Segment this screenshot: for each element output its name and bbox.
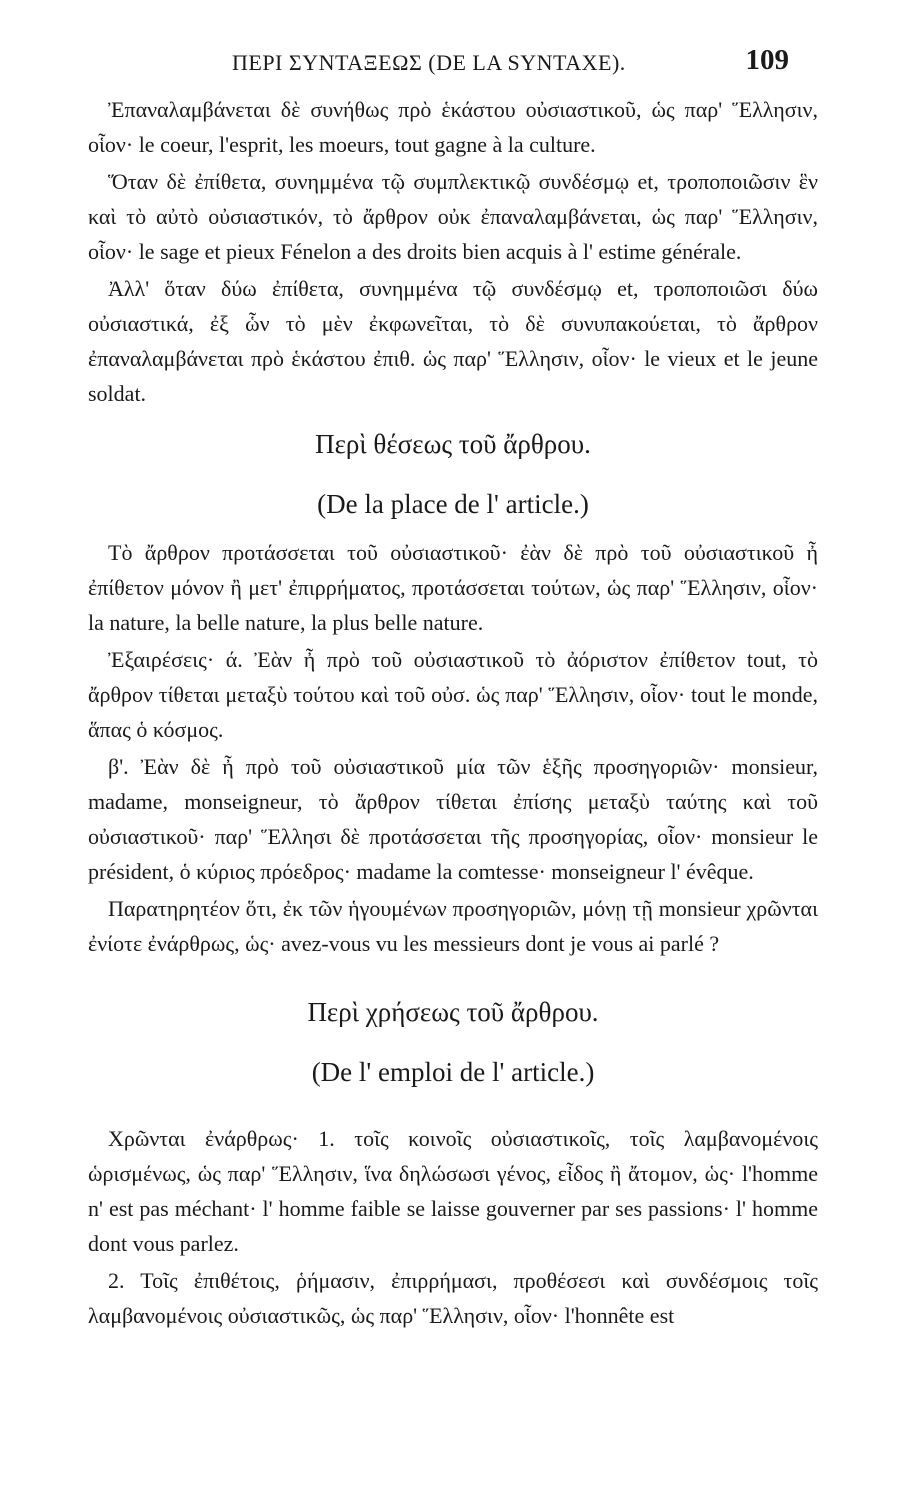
paragraph: Παρατηρητέον ὅτι, ἐκ τῶν ἡγουμένων προσηγοριῶν, μόνῃ τῇ monsieur χρῶνται ἐνίοτε ἐνάρθρως, ὡς· avez-vous vu les messieurs dont je vous ai parlé ?: [88, 896, 818, 956]
paragraph: β'. Ἐὰν δὲ ἦ πρὸ τοῦ οὐσιαστικοῦ μία τῶν ἑξῆς προσηγοριῶν· monsieur, madame, monseigneur, τὸ ἄρθρον τίθεται ἐπίσης μεταξὺ ταύτης καὶ τοῦ οὐσιαστικοῦ· παρ' Ἕλλησι δὲ προτάσσεται τῆς προσηγορίας, οἷον· monsieur le président, ὁ κύριος πρόεδρος· madame la comtesse· monseigneur l' évêque.: [88, 754, 818, 884]
paragraph: Ἐξαιρέσεις· ά. Ἐὰν ἦ πρὸ τοῦ οὐσιαστικοῦ τὸ ἀόριστον ἐπίθετον tout, τὸ ἄρθρον τίθεται μεταξὺ τούτου καὶ τοῦ οὐσ. ὡς παρ' Ἕλλησιν, οἷον· tout le monde, ἅπας ὁ κόσμος.: [88, 647, 818, 742]
paragraph: Ἀλλ' ὅταν δύω ἐπίθετα, συνημμένα τῷ συνδέσμῳ et, τροποποιῶσι δύω οὐσιαστικά, ἐξ ὧν τὸ μὲν ἐκφωνεῖται, τὸ δὲ συνυπακούεται, τὸ ἄρθρον ἐπαναλαμβάνεται πρὸ ἑκάστου ἐπιθ. ὡς παρ' Ἕλλησιν, οἷον· le vieux et le jeune soldat.: [88, 276, 818, 406]
paragraph: 2. Τοῖς ἐπιθέτοις, ῥήμασιν, ἐπιρρήμασι, προθέσεσι καὶ συνδέσμοις τοῖς λαμβανομένοις οὐσιαστικῶς, ὡς παρ' Ἕλλησιν, οἷον· l'honnête est: [88, 1268, 818, 1328]
section-heading-french: (De la place de l' article.): [317, 489, 589, 519]
section-heading-greek: Περὶ χρήσεως τοῦ ἄρθρου.: [307, 997, 599, 1027]
paragraph: Τὸ ἄρθρον προτάσσεται τοῦ οὐσιαστικοῦ· ἐὰν δὲ πρὸ τοῦ οὐσιαστικοῦ ἦ ἐπίθετον μόνον ἢ μετ' ἐπιρρήματος, προτάσσεται τούτων, ὡς παρ' Ἕλλησιν, οἷον· la nature, la belle nature, la plus belle nature.: [88, 540, 818, 635]
section-heading-french: (De l' emploi de l' article.): [311, 1057, 595, 1087]
paragraph: Ὅταν δὲ ἐπίθετα, συνημμένα τῷ συμπλεκτικῷ συνδέσμῳ et, τροποποιῶσιν ἓν καὶ τὸ αὐτὸ οὐσιαστικόν, τὸ ἄρθρον οὐκ ἐπαναλαμβάνεται, ὡς παρ' Ἕλλησιν, οἷον· le sage et pieux Fénelon a des droits bien acquis à l' estime générale.: [88, 169, 818, 264]
paragraph: Ἐπαναλαμβάνεται δὲ συνήθως πρὸ ἑκάστου οὐσιαστικοῦ, ὡς παρ' Ἕλλησιν, οἷον· le coeur, l'esprit, les moeurs, tout gagne à la culture.: [88, 97, 818, 157]
page-header: [232, 44, 789, 80]
paragraph: Χρῶνται ἐνάρθρως· 1. τοῖς κοινοῖς οὐσιαστικοῖς, τοῖς λαμβανομένοις ὡρισμένως, ὡς παρ' Ἕλλησιν, ἵνα δηλώσωσι γένος, εἶδος ἢ ἄτομον, ὡς· l'homme n' est pas méchant· l' homme faible se laisse gouverner par ses passions· l' homme dont vous parlez.: [88, 1126, 818, 1256]
page-body: [88, 92, 818, 1335]
section-heading-greek: Περὶ θέσεως τοῦ ἄρθρου.: [315, 429, 591, 459]
page-number: 109: [745, 44, 789, 76]
running-title: ΠΕΡΙ ΣΥΝΤΑΞΕΩΣ (DE LA SYNTAXE).: [232, 50, 626, 75]
